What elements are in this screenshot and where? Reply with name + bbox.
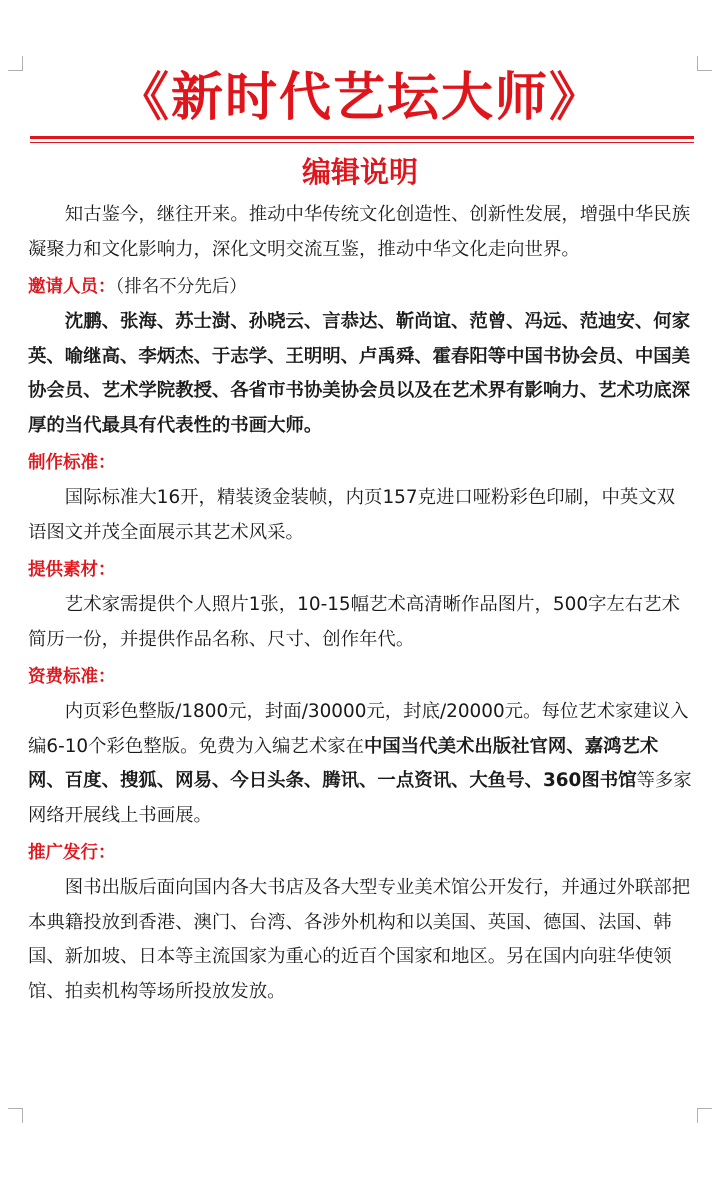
distribution-heading [28, 835, 692, 871]
fees-heading [28, 659, 692, 695]
invite-paragraph: 沈鹏、张海、苏士澍、孙晓云、言恭达、靳尚谊、范曾、冯远、范迪安、何家英、喻继高、李炳杰、于志学、王明明、卢禹舜、霍春阳等中国书协会员、中国美协会员、艺术学院教授、各省市书协美协会员以及在艺术界有影响力、艺术功底深厚的当代最具有代表性的书画大师。 [28, 311, 691, 436]
production-label: 制作标准： [28, 453, 116, 473]
fees-paragraph [28, 695, 692, 833]
title-rule-thin [30, 142, 694, 143]
materials-paragraph: 艺术家需提供个人照片1张，10-15幅艺术高清晰作品图片，500字左右艺术简历一份，并提供作品名称、尺寸、创作年代。 [28, 594, 680, 650]
crop-mark-bottom-right [697, 1108, 712, 1123]
document-title: 《新时代艺坛大师》 [116, 68, 603, 128]
intro-paragraph: 知古鉴今，继往开来。推动中华传统文化创造性、创新性发展，增强中华民族凝聚力和文化影响力，深化文明交流互鉴，推动中华文化走向世界。 [28, 204, 691, 260]
document-subtitle: 编辑说明 [301, 155, 418, 189]
materials-label: 提供素材： [28, 560, 116, 580]
distribution-paragraph: 图书出版后面向国内各大书店及各大型专业美术馆公开发行，并通过外联部把本典籍投放到香港、澳门、台湾、各涉外机构和以美国、英国、德国、法国、韩国、新加坡、日本等主流国家为重心的近百个国家和地区。另在国内向驻华使领馆、拍卖机构等场所投放发放。 [28, 877, 691, 1002]
fees-media-list: 中国当代美术出版社官网、嘉鸿艺术网、百度、搜狐、网易、今日头条、腾讯、一点资讯、大鱼号、360图书馆 [28, 735, 659, 791]
production-heading [28, 445, 692, 481]
fees-text-part1: 内页彩色整版/1800元，封面/30000元，封底/20000元。每位艺术家建议入编6-10个彩色整版。免费为入编艺术家在 [28, 701, 689, 757]
production-paragraph: 国际标准大16开，精装烫金装帧，内页157克进口哑粉彩色印刷，中英文双语图文并茂全面展示其艺术风采。 [28, 487, 676, 543]
fees-label: 资费标准： [28, 667, 116, 687]
title-rule-thick [30, 136, 694, 139]
invite-label: 邀请人员： [28, 277, 116, 297]
crop-mark-bottom-left [8, 1108, 23, 1123]
materials-heading [28, 552, 692, 588]
fees-text-part3: 等多家网络开展线上书画展。 [28, 770, 692, 826]
invite-note: （排名不分先后） [115, 277, 247, 297]
distribution-label: 推广发行： [28, 843, 116, 863]
invite-heading [28, 269, 692, 305]
document-body [28, 198, 692, 1009]
